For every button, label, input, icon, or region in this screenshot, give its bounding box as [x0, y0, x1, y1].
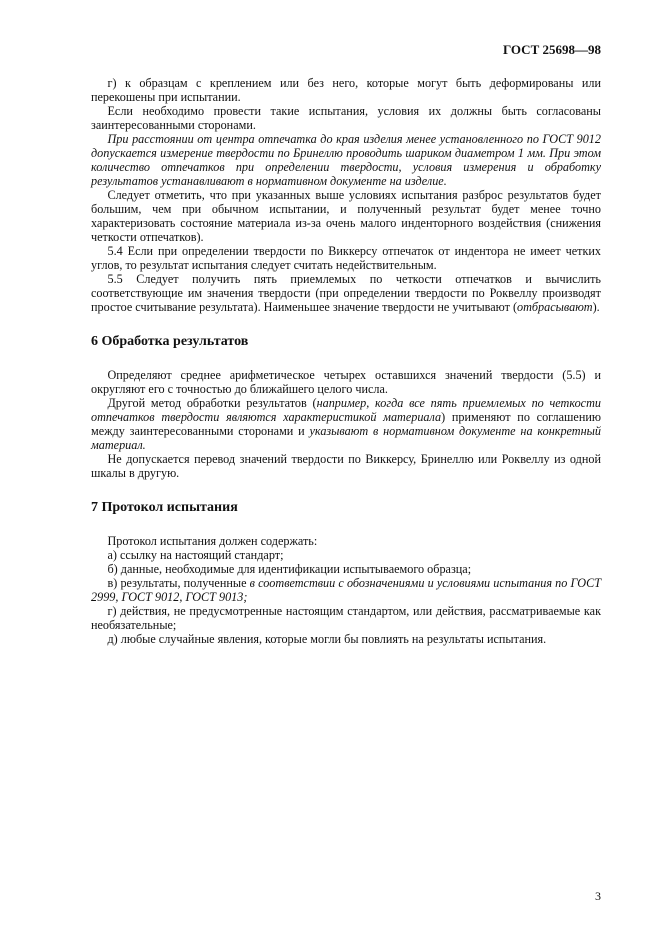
- clause-5-4: 5.4 Если при определении твердости по Виккерсу отпечаток от индентора не имеет четких углов, то результат испытания следует считать недействительным.: [91, 244, 601, 272]
- document-body: [91, 76, 601, 646]
- section-6-p2-italic-1: например, когда все пять приемлемых по четкости отпечатков твердости являются характеристикой материала: [91, 396, 601, 424]
- protocol-item-v: [91, 576, 601, 604]
- protocol-item-d: д) любые случайные явления, которые могли бы повлиять на результаты испытания.: [107, 632, 547, 646]
- section-7-title: 7 Протокол испытания: [91, 500, 238, 515]
- section-7-lead: Протокол испытания должен содержать:: [107, 534, 318, 548]
- section-6-p2-italic-2: указывают в нормативном документе на конкретный материал.: [91, 424, 601, 452]
- protocol-item-v-italic: в соответствии с обозначениями и условиями испытания по ГОСТ 2999, ГОСТ 9012, ГОСТ 9013;: [91, 576, 601, 604]
- section-6-paragraph-3: Не допускается перевод значений твердости по Виккерсу, Бринеллю или Роквеллу из одной шкалы в другую.: [91, 452, 601, 480]
- protocol-item-a: а) ссылку на настоящий стандарт;: [107, 548, 284, 562]
- section-6-title: 6 Обработка результатов: [91, 334, 249, 349]
- section-6-p2-text-a: Другой метод обработки результатов (: [107, 396, 317, 410]
- protocol-item-v-text: в) результаты, полученные: [107, 576, 250, 590]
- protocol-item-b: б) данные, необходимые для идентификации испытываемого образца;: [107, 562, 472, 576]
- clause-5-5-italic: отбрасывают: [517, 300, 593, 314]
- page-number: 3: [595, 889, 601, 903]
- list-item-g: г) к образцам с креплением или без него, которые могут быть деформированы или перекошены при испытании.: [91, 76, 601, 104]
- clause-5-5-text-a: 5.5 Следует получить пять приемлемых по четкости отпечатков и вычислить соответствующие им значения твердости (при определении твердости по Роквеллу производят простое считывание результата). Наименьшее значение твердости не учитывают (: [91, 272, 601, 314]
- italic-note-paragraph: При расстоянии от центра отпечатка до края изделия менее установленного по ГОСТ 9012 допускается измерение твердости по Бринеллю проводить шариком диаметром 1 мм. При этом количество отпечатков при определении твердости, условия измерения и обработку результатов устанавливают в нормативном документе на изделие.: [91, 132, 601, 188]
- spread-note-paragraph: Следует отметить, что при указанных выше условиях испытания разброс результатов будет большим, чем при обычном испытании, и полученный результат будет менее точно характеризовать состояние материала из-за очень малого инденторного воздействия (снижения четкости отпечатков).: [91, 188, 601, 244]
- agreement-paragraph: Если необходимо провести такие испытания, условия их должны быть согласованы заинтересованными сторонами.: [91, 104, 601, 132]
- section-6-p2-text-b: ) применяют по соглашению между заинтересованными сторонами и: [91, 410, 601, 438]
- section-6-paragraph-1: Определяют среднее арифметическое четырех оставшихся значений твердости (5.5) и округляют его с точностью до ближайшего целого числа.: [91, 368, 601, 396]
- document-code: ГОСТ 25698—98: [502, 42, 601, 57]
- clause-5-5: [91, 272, 601, 314]
- clause-5-5-text-b: ).: [592, 300, 600, 314]
- protocol-item-g: г) действия, не предусмотренные настоящим стандартом, или действия, рассматриваемые как необязательные;: [91, 604, 601, 632]
- section-6-paragraph-2: [91, 396, 601, 452]
